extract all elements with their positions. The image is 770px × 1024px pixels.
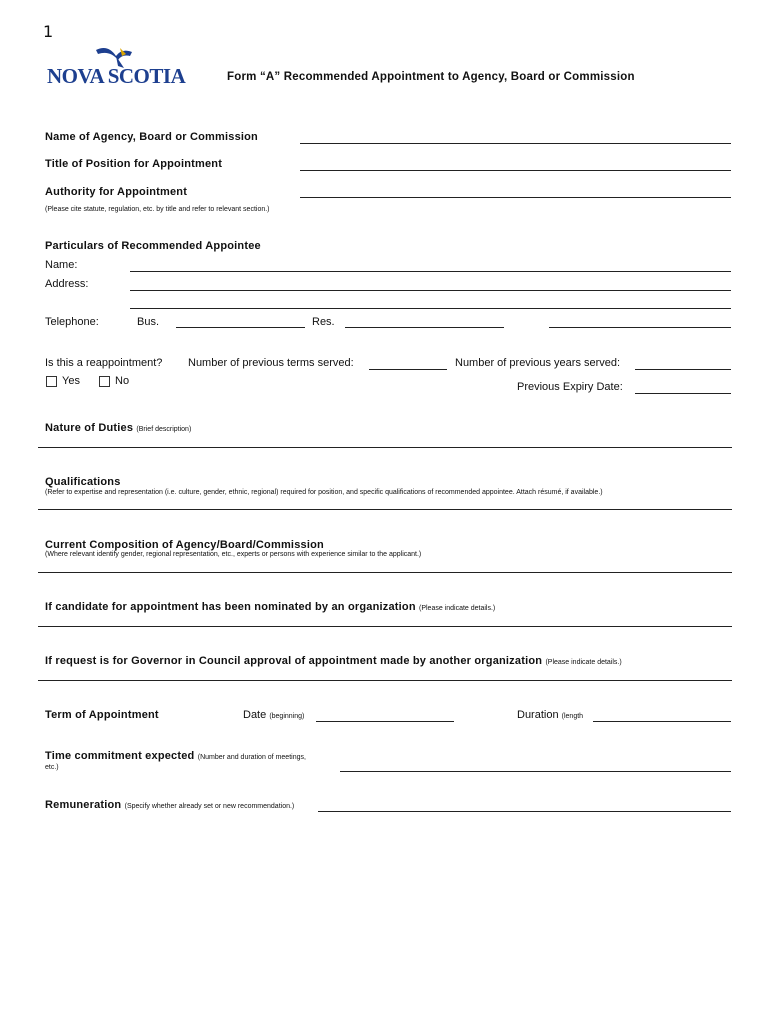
gic-note: (Please indicate details.): [545, 659, 622, 666]
time-commitment-note-2: etc.): [45, 764, 59, 771]
date-note: (beginning): [269, 713, 305, 720]
res-phone-line[interactable]: [345, 327, 504, 328]
page-number: 1: [43, 22, 54, 41]
name-line[interactable]: [130, 271, 731, 272]
prev-years-label: Number of previous years served:: [455, 357, 621, 369]
res-label: Res.: [312, 316, 335, 328]
position-title-label: Title of Position for Appointment: [45, 158, 223, 170]
term-label: Term of Appointment: [45, 709, 159, 721]
nominated-note: (Please indicate details.): [419, 605, 496, 612]
no-label: No: [115, 375, 130, 387]
gic-heading: If request is for Governor in Council approval of appointment made by another organization: [45, 655, 543, 667]
composition-line[interactable]: [38, 572, 732, 573]
qualifications-line[interactable]: [38, 509, 732, 510]
position-title-line[interactable]: [300, 170, 731, 171]
qualifications-note: (Refer to expertise and representation (i.e. culture, gender, ethnic, regional) required for position, and specific qualifications of recommended appointee. Attach résumé, if available.): [45, 489, 603, 496]
nominated-line[interactable]: [38, 626, 732, 627]
address-label: Address:: [45, 278, 89, 290]
duties-heading: Nature of Duties: [45, 422, 134, 434]
authority-line[interactable]: [300, 197, 731, 198]
bus-phone-line[interactable]: [176, 327, 305, 328]
logo-text: NOVA SCOTIA: [47, 64, 186, 88]
remuneration-label: Remuneration: [45, 799, 122, 811]
remuneration-note: (Specify whether already set or new recommendation.): [124, 803, 295, 810]
composition-heading: Current Composition of Agency/Board/Commission: [45, 539, 324, 551]
duties-note: (Brief description): [136, 426, 192, 433]
no-checkbox[interactable]: [99, 376, 110, 387]
reappointment-question: Is this a reappointment?: [45, 357, 163, 369]
prev-expiry-line[interactable]: [635, 393, 731, 394]
time-commitment-label: Time commitment expected: [45, 750, 195, 762]
composition-note: (Where relevant identify gender, regional representation, etc., experts or persons with experience similar to the applicant.): [45, 551, 422, 558]
agency-name-line[interactable]: [300, 143, 731, 144]
telephone-label: Telephone:: [45, 316, 99, 328]
address-line-2[interactable]: [130, 308, 731, 309]
authority-label: Authority for Appointment: [45, 186, 188, 198]
prev-expiry-label: Previous Expiry Date:: [517, 381, 623, 393]
prev-terms-label: Number of previous terms served:: [188, 357, 354, 369]
duties-line[interactable]: [38, 447, 732, 448]
authority-note: (Please cite statute, regulation, etc. by title and refer to relevant section.): [45, 206, 270, 213]
yes-label: Yes: [62, 375, 80, 387]
name-label: Name:: [45, 259, 78, 271]
duration-label: Duration: [517, 709, 559, 721]
qualifications-heading: Qualifications: [45, 476, 121, 488]
time-commitment-note-1: (Number and duration of meetings,: [197, 754, 306, 761]
date-line[interactable]: [316, 721, 454, 722]
duration-note: (length: [561, 713, 584, 720]
address-line-1[interactable]: [130, 290, 731, 291]
particulars-heading: Particulars of Recommended Appointee: [45, 240, 261, 252]
duration-line[interactable]: [593, 721, 731, 722]
nominated-heading: If candidate for appointment has been nominated by an organization: [45, 601, 416, 613]
yes-checkbox[interactable]: [46, 376, 57, 387]
prev-terms-line[interactable]: [369, 369, 447, 370]
remuneration-line[interactable]: [318, 811, 731, 812]
time-commitment-line[interactable]: [340, 771, 731, 772]
extra-phone-line[interactable]: [549, 327, 731, 328]
nova-scotia-logo: [46, 44, 206, 88]
gic-line[interactable]: [38, 680, 732, 681]
prev-years-line[interactable]: [635, 369, 731, 370]
duties-label: [45, 422, 191, 434]
date-label: Date: [243, 709, 267, 721]
agency-name-label: Name of Agency, Board or Commission: [45, 131, 258, 143]
bus-label: Bus.: [137, 316, 160, 328]
form-title: Form “A” Recommended Appointment to Agency, Board or Commission: [227, 71, 635, 83]
